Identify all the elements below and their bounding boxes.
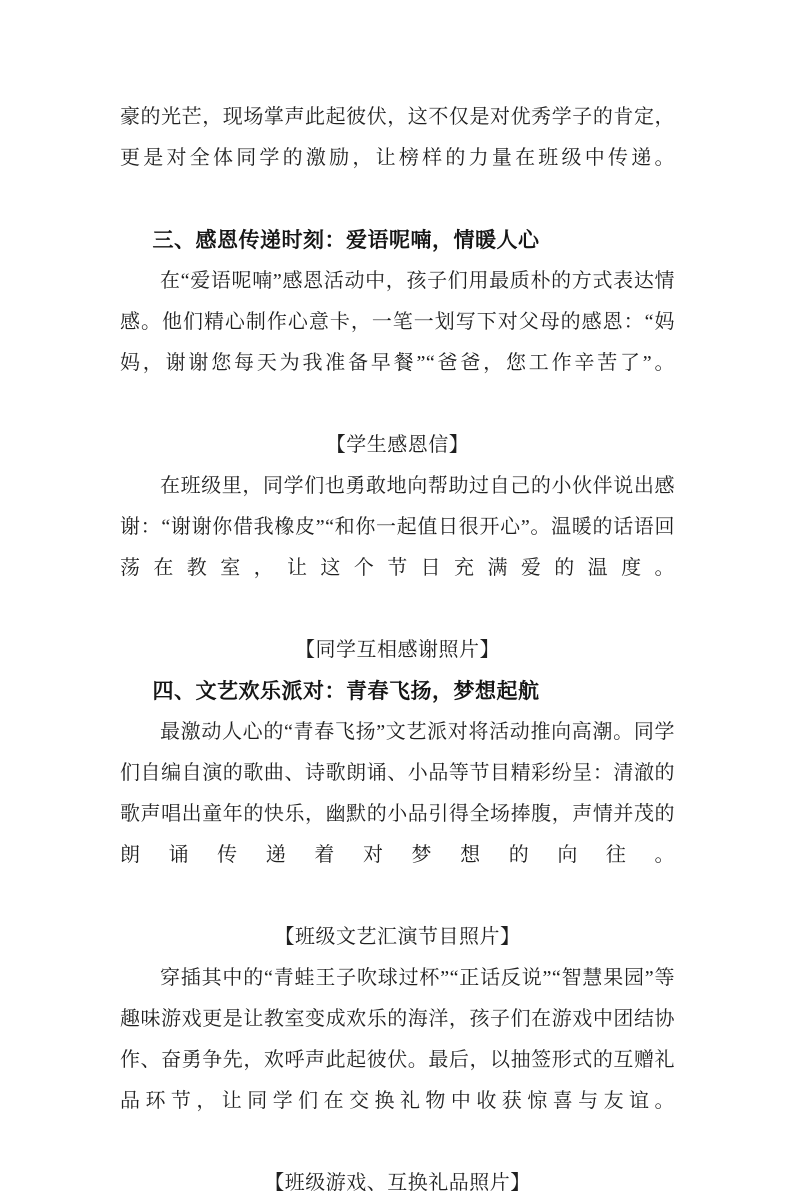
photo-placeholder-performance: 【班级文艺汇演节目照片】 [274, 926, 521, 948]
paragraph: 最激动人心的“青春飞扬”文艺派对将活动推向高潮。同学们自编自演的歌曲、诗歌朗诵、小品等节目精彩纷呈：清澈的歌声唱出童年的快乐，幽默的小品引得全场捧腹，声情并茂的朗诵传递着对梦想的向往。 [120, 721, 675, 866]
photo-placeholder-classmates-thanks: 【同学互相感谢照片】 [295, 639, 500, 661]
photo-placeholder-games-gifts: 【班级游戏、互换礼品照片】 [264, 1172, 531, 1194]
section-heading-3: 三、感恩传递时刻：爱语呢喃，情暖人心 [152, 229, 540, 252]
section-heading-4: 四、文艺欢乐派对：青春飞扬，梦想起航 [152, 680, 540, 703]
photo-placeholder-student-letters: 【学生感恩信】 [325, 434, 470, 456]
paragraph: 在“爱语呢喃”感恩活动中，孩子们用最质朴的方式表达情感。他们精心制作心意卡，一笔一划写下对父母的感恩：“妈妈，谢谢您每天为我准备早餐”“爸爸，您工作辛苦了”。 [120, 270, 675, 374]
paragraph-continuation: 豪的光芒，现场掌声此起彼伏，这不仅是对优秀学子的肯定，更是对全体同学的激励，让榜样的力量在班级中传递。 [120, 106, 675, 169]
paragraph: 穿插其中的“青蛙王子吹球过杯”“正话反说”“智慧果园”等趣味游戏更是让教室变成欢乐的海洋，孩子们在游戏中团结协作、奋勇争先，欢呼声此起彼伏。最后，以抽签形式的互赠礼品环节，让同学们在交换礼物中收获惊喜与友谊。 [120, 967, 675, 1112]
paragraph: 在班级里，同学们也勇敢地向帮助过自己的小伙伴说出感谢：“谢谢你借我橡皮”“和你一起值日很开心”。温暖的话语回荡在教室，让这个节日充满爱的温度。 [120, 475, 675, 579]
